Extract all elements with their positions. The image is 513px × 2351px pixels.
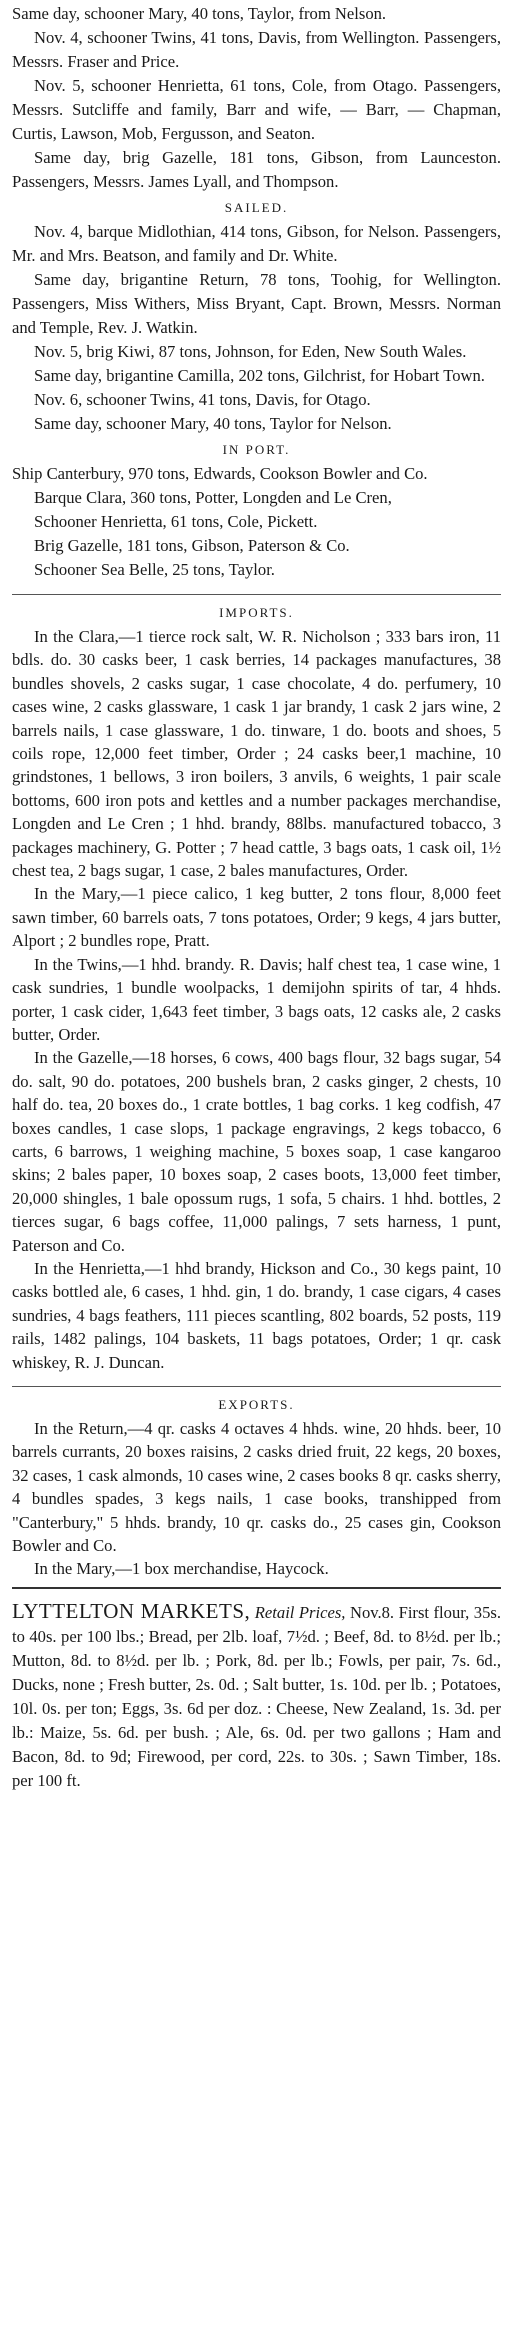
markets-date: Nov.8. (349, 1602, 395, 1622)
arrival-entry: Same day, brig Gazelle, 181 tons, Gibson, from Launceston. Passengers, Messrs. James Lyall, and Thompson. (12, 148, 501, 191)
markets-section (12, 1587, 501, 1793)
markets-title: LYTTELTON MARKETS, (12, 1598, 251, 1623)
imports-heading: IMPORTS. (12, 594, 501, 621)
arrival-entry: Nov. 5, schooner Henrietta, 61 tons, Cole, from Otago. Passengers, Messrs. Sutcliffe and family, Barr and wife, — Barr, — Chapman, Curtis, Lawson, Mob, Fergusson, and Seaton. (12, 76, 501, 143)
exports-heading: EXPORTS. (12, 1386, 501, 1413)
sailed-section (12, 200, 501, 436)
markets-prices: First flour, 35s. to 40s. per 100 lbs.; Bread, per 2lb. loaf, 7½d. ; Beef, 8d. to 8½d. per lb.; Mutton, 8d. to 8½d. per lb. ; Pork, 8d. per lb.; Fowls, per pair, 7s. 6d., Ducks, none ; Fresh butter, 2s. 0d. ; Salt butter, 1s. 10d. per lb. ; Potatoes, 10l. 0s. per ton; Eggs, 3s. 6d per doz. : Cheese, New Zealand, 1s. 3d. per lb.: Maize, 5s. 6d. per bush. ; Ale, 6s. 0d. per two gallons ; Ham and Bacon, 8d. to 9d; Firewood, per cord, 22s. to 30s. ; Sawn Timber, 18s. per 100 ft. (12, 1602, 501, 1790)
in-port-entry: Schooner Henrietta, 61 tons, Cole, Pickett. (34, 512, 318, 531)
in-port-heading: IN PORT. (222, 442, 291, 457)
import-entry: In the Clara,—1 tierce rock salt, W. R. Nicholson ; 333 bars iron, 11 bdls. do. 30 casks beer, 1 cask berries, 14 packages manufactures, 38 bundles shovels, 2 casks sugar, 1 case chocolate, 4 do. perfumery, 10 cases wine, 2 casks glassware, 1 cask 1 jar brandy, 1 cask 2 jars wine, 2 barrels nails, 1 case glassware, 1 do. tinware, 1 do. boots and shoes, 5 coils rope, 12,000 feet timber, Order ; 24 casks beer,1 machine, 10 grindstones, 1 bellows, 3 iron boilers, 3 anvils, 6 weights, 1 pair scale bottoms, 600 iron pots and kettles and a number packages merchandise, Longden and Le Cren ; 1 hhd. brandy, 88lbs. manufactured tobacco, 3 packages machinery, G. Potter ; 7 head cattle, 3 bags oats, 1 cask oil, 1½ chest tea, 2 bags sugar, 1 case, 2 bales manufactures, Order. (12, 627, 501, 881)
exports-section (12, 1386, 501, 1581)
sailed-entry: Nov. 5, brig Kiwi, 87 tons, Johnson, for Eden, New South Wales. (34, 342, 467, 361)
sailed-heading: SAILED. (224, 200, 289, 215)
in-port-entry: Ship Canterbury, 970 tons, Edwards, Cookson Bowler and Co. (12, 464, 428, 483)
sailed-entry: Same day, schooner Mary, 40 tons, Taylor for Nelson. (34, 414, 392, 433)
export-entry: In the Return,—4 qr. casks 4 octaves 4 hhds. wine, 20 hhds. beer, 10 barrels currants, 20 boxes raisins, 2 casks dried fruit, 22 kegs, 20 boxes, 32 cases, 1 cask almonds, 10 cases wine, 2 cases books 8 qr. casks sherry, 4 bundles spades, 3 kegs nails, 1 case books, transhipped from "Canterbury," 5 hhds. brandy, 10 qr. casks do., 25 cases gin, Cookson Bowler and Co. (12, 1419, 501, 1556)
in-port-entry: Brig Gazelle, 181 tons, Gibson, Paterson & Co. (34, 536, 350, 555)
import-entry: In the Twins,—1 hhd. brandy. R. Davis; half chest tea, 1 case wine, 1 cask sundries, 1 bundle woolpacks, 1 demijohn spirits of tar, 4 hhds. porter, 1 cask cider, 1,643 feet timber, 3 bags oats, 12 casks ale, 2 casks butter, Order. (12, 954, 501, 1044)
imports-section (12, 594, 501, 1374)
markets-subtitle: Retail Prices, (254, 1602, 346, 1622)
import-entry: In the Henrietta,—1 hhd brandy, Hickson and Co., 30 kegs paint, 10 casks bottled ale, 6 cases, 1 hhd. gin, 1 do. brandy, 1 case cigars, 4 cases sundries, 4 bags feathers, 111 pieces scantling, 802 boards, 52 posts, 119 rails, 1482 palings, 104 baskets, 11 bags potatoes, Order; 1 qr. cask whiskey, R. J. Duncan. (12, 1258, 501, 1372)
sailed-entry: Nov. 4, barque Midlothian, 414 tons, Gibson, for Nelson. Passengers, Mr. and Mrs. Beatson, and family and Dr. White. (12, 222, 501, 265)
newspaper-column (12, 0, 501, 1793)
arrival-entry: Same day, schooner Mary, 40 tons, Taylor, from Nelson. (12, 4, 387, 23)
arrival-entry: Nov. 4, schooner Twins, 41 tons, Davis, from Wellington. Passengers, Messrs. Fraser and Price. (12, 28, 501, 71)
in-port-entry: Schooner Sea Belle, 25 tons, Taylor. (34, 560, 275, 579)
sailed-entry: Same day, brigantine Camilla, 202 tons, Gilchrist, for Hobart Town. (34, 366, 485, 385)
import-entry: In the Mary,—1 piece calico, 1 keg butter, 2 tons flour, 8,000 feet sawn timber, 60 barrels oats, 7 tons potatoes, Order; 9 kegs, 4 jars butter, Alport ; 2 bundles rope, Pratt. (12, 884, 501, 951)
arrivals-section (12, 2, 501, 194)
sailed-entry: Same day, brigantine Return, 78 tons, Toohig, for Wellington. Passengers, Miss Withers, Miss Bryant, Capt. Brown, Messrs. Norman and Temple, Rev. J. Watkin. (12, 270, 501, 337)
in-port-section (12, 442, 501, 582)
export-entry: In the Mary,—1 box merchandise, Haycock. (34, 1559, 329, 1579)
import-entry: In the Gazelle,—18 horses, 6 cows, 400 bags flour, 32 bags sugar, 54 do. salt, 90 do. potatoes, 200 bushels bran, 2 casks ginger, 2 chests, 10 half do. tea, 20 boxes do., 1 crate bottles, 1 bag corks. 1 keg codfish, 47 boxes candles, 1 case slops, 1 package engravings, 2 kegs tobacco, 6 carts, 6 barrows, 1 weighing machine, 5 boxes soap, 1 case kangaroo skins; 2 bales paper, 10 boxes soap, 2 cases boots, 13,000 feet timber, 20,000 shingles, 1 bale opossum rugs, 1 sofa, 5 chairs. 1 hhd. bottles, 2 tierces sugar, 6 bags coffee, 11,000 palings, 7 sets harness, 1 punt, Paterson and Co. (12, 1048, 501, 1255)
sailed-entry: Nov. 6, schooner Twins, 41 tons, Davis, for Otago. (34, 390, 371, 409)
in-port-entry: Barque Clara, 360 tons, Potter, Longden and Le Cren, (34, 488, 392, 507)
